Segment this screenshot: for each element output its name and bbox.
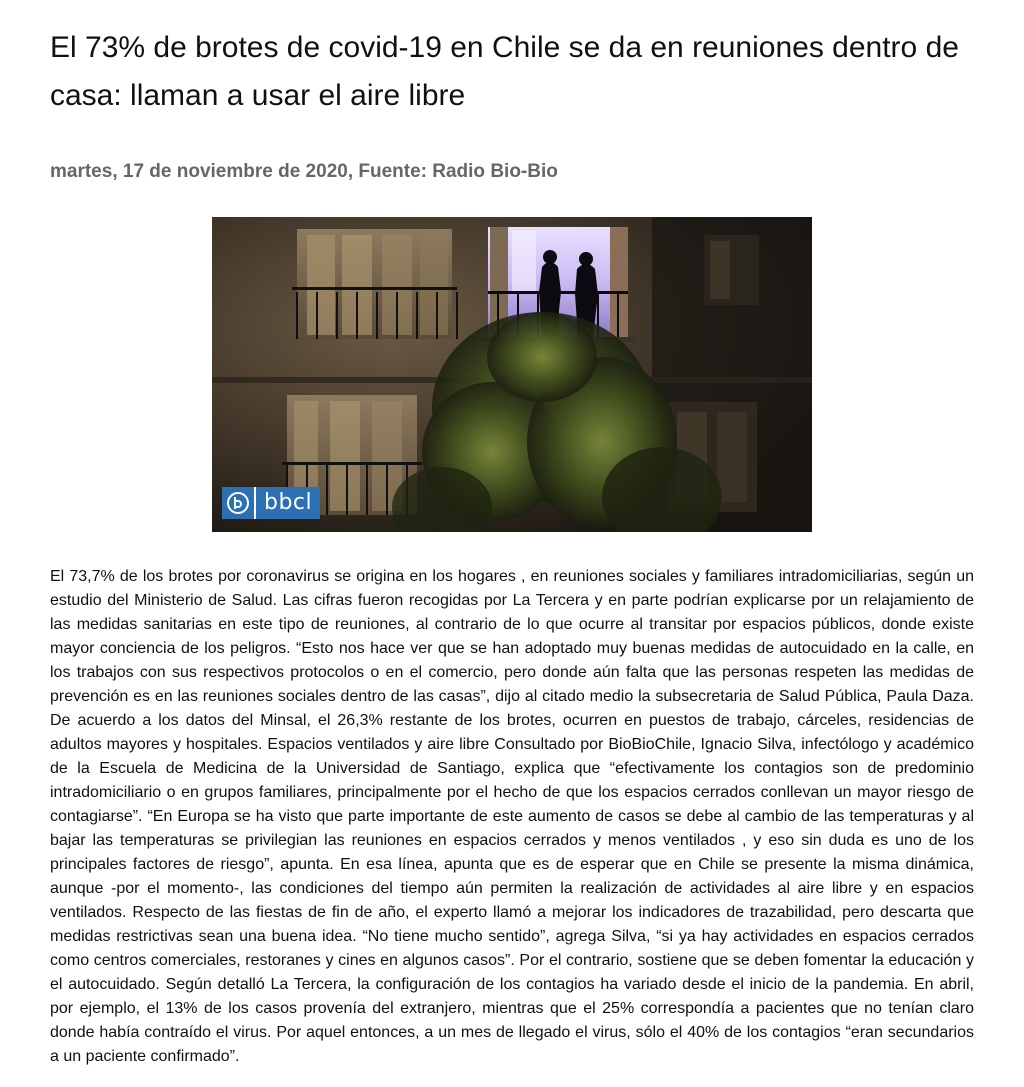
article-title: El 73% de brotes de covid-19 en Chile se da en reuniones dentro de casa: llaman a usar el aire libre	[50, 31, 959, 112]
night-balcony-photo	[212, 217, 812, 532]
watermark-badge	[222, 487, 320, 519]
upper-left-window	[292, 229, 457, 339]
biobio-logo-icon	[222, 487, 256, 519]
upper-right-window	[704, 235, 759, 305]
article-body: El 73,7% de los brotes por coronavirus se origina en los hogares , en reuniones sociales y familiares intradomiciliarias, según un estudio del Ministerio de Salud. Las cifras fueron recogidas por La Tercera y en parte podrían explicarse por un relajamiento de las medidas sanitarias en este tipo de reuniones, al contrario de lo que ocurre al transitar por espacios públicos, donde existe mayor conciencia de los peligros. “Esto nos hace ver que se han adoptado muy buenas medidas de autocuidado en la calle, en los trabajos con sus respectivos protocolos o en el comercio, pero donde aún falta que las personas respeten las medidas de prevención es en las reuniones sociales dentro de las casas”, dijo al citado medio la subsecretaria de Salud Pública, Paula Daza. De acuerdo a los datos del Minsal, el 26,3% restante de los brotes, ocurren en puestos de trabajo, cárceles, residencias de adultos mayores y hospitales. Espacios ventilados y aire libre Consultado por BioBioChile, Ignacio Silva, infectólogo y académico de la Escuela de Medicina de la Universidad de Santiago, explica que “efectivamente los contagios son de predominio intradomiciliario o en grupos familiares, principalmente por el hecho de que los espacios cerrados conllevan un mayor riesgo de contagiarse”. “En Europa se ha visto que parte importante de este aumento de casos se debe al cambio de las temperaturas y al bajar las temperaturas se privilegian las reuniones en espacios cerrados y menos ventilados , y eso sin duda es uno de los principales factores de riesgo”, apunta. En esa línea, apunta que es de esperar que en Chile se presente la misma dinámica, aunque -por el momento-, las condiciones del tiempo aún permiten la realización de actividades al aire libre y en espacios ventilados. Respecto de las fiestas de fin de año, el experto llamó a mejorar los indicadores de trazabilidad, pero descarta que medidas restrictivas sean una buena idea. “No tiene mucho sentido”, agrega Silva, “si ya hay actividades en espacios cerrados como centros comerciales, restoranes y cines en algunos casos”. Por el contrario, sostiene que se deben fomentar la educación y el autocuidado. Según detalló La Tercera, la configuración de los contagios ha variado desde el inicio de la pandemia. En abril, por ejemplo, el 13% de los casos provenía del extranjero, mientras que el 25% correspondía a pacientes que no tenían claro donde había contraído el virus. Por aquel entonces, a un mes de llegado el virus, sólo el 40% de los contagios “eran secundarios a un paciente confirmado”.	[50, 568, 974, 1065]
article-photo	[212, 217, 812, 532]
watermark-text: bbcl	[256, 487, 320, 519]
article-meta: martes, 17 de noviembre de 2020, Fuente: Radio Bio-Bio	[50, 161, 558, 182]
